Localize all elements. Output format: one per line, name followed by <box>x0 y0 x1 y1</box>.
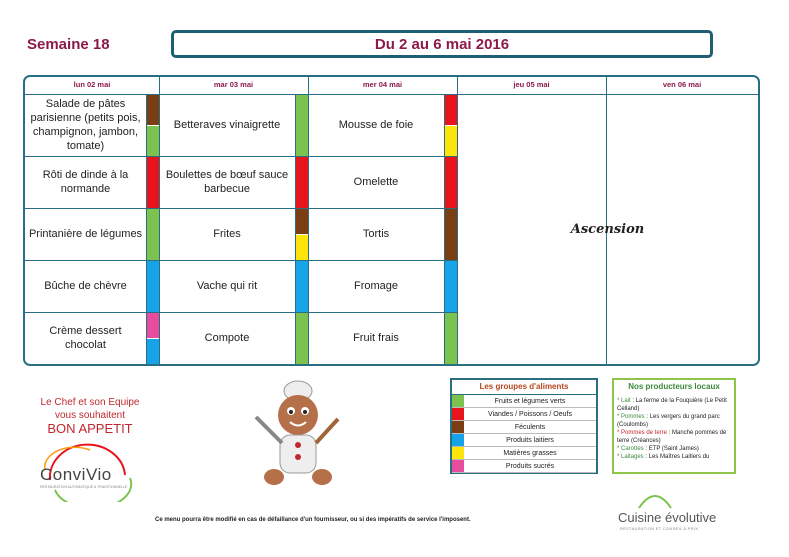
meal-wed-3: Fromage <box>353 280 399 292</box>
food-group-indicator-green <box>147 126 159 156</box>
producer-name: : La ferme de la Fouquière (Le Petit Celland) <box>617 398 727 412</box>
legend-row <box>452 447 596 460</box>
producer-item <box>614 453 734 461</box>
legend-swatch-green <box>452 395 464 407</box>
legend-swatch-red <box>452 408 464 420</box>
legend-label: Matières grasses <box>503 450 557 457</box>
legend-title: Les groupes d'aliments <box>452 380 596 395</box>
chef-line-1: Le Chef et son Equipe <box>40 397 140 408</box>
food-group-indicator-brown <box>445 209 457 260</box>
meal-wed-1: Omelette <box>353 176 399 188</box>
legend-swatch-blue <box>452 434 464 446</box>
cuisine-logo-icon <box>635 488 675 510</box>
meal-mon-4: Crème dessert chocolat <box>49 325 122 351</box>
legend-label: Viandes / Poissons / Oeufs <box>488 411 572 418</box>
legend-row <box>452 421 596 434</box>
meal-mon-1: Rôti de dinde à la normande <box>42 169 129 195</box>
producer-item <box>614 413 734 429</box>
producer-name: : Les Maîtres Laitiers du <box>643 454 710 460</box>
cuisine-evolutive-logo: Cuisine évolutive <box>618 510 717 525</box>
day-header-2: mer 04 mai <box>362 80 403 89</box>
holiday-label: Ascension <box>570 222 645 237</box>
day-header-3: jeu 05 mai <box>513 80 550 89</box>
producer-name: : Les vergers du grand parc (Coulombs) <box>617 414 720 428</box>
producers-title: Nos producteurs locaux <box>628 382 720 391</box>
legend-label: Produits laitiers <box>506 437 554 444</box>
column-separator <box>606 77 607 364</box>
legend-row <box>452 460 596 473</box>
food-group-indicator-yellow <box>296 235 308 260</box>
food-group-indicator-brown <box>296 209 308 234</box>
legend-label: Féculents <box>514 424 546 431</box>
meal-tue-4: Compote <box>204 332 250 344</box>
legend-swatch-yellow <box>452 447 464 459</box>
day-header-1: mar 03 mai <box>213 80 254 89</box>
column-separator <box>457 77 458 364</box>
food-group-indicator-blue <box>296 261 308 312</box>
convivio-logo-text: ConviVio <box>40 465 112 484</box>
date-range-box <box>171 30 713 58</box>
legend-label: Fruits et légumes verts <box>494 398 566 405</box>
food-group-indicator-yellow <box>445 126 457 156</box>
meal-wed-0: Mousse de foie <box>338 119 414 131</box>
food-group-indicator-brown <box>147 95 159 125</box>
producer-product: * Lait <box>617 398 631 404</box>
menu-grid <box>23 75 760 366</box>
legend-label: Produits sucrés <box>505 463 555 470</box>
producer-item <box>614 397 734 413</box>
chef-mascot-icon <box>238 377 356 495</box>
meal-mon-3: Bûche de chèvre <box>44 280 127 292</box>
legend-swatch-pink <box>452 460 464 472</box>
legend-row <box>452 434 596 447</box>
food-group-indicator-red <box>445 157 457 208</box>
chef-line-2: vous souhaitent <box>54 410 126 421</box>
meal-mon-2: Printanière de légumes <box>28 228 143 240</box>
date-range: Du 2 au 6 mai 2016 <box>374 35 510 53</box>
day-header-4: ven 06 mai <box>662 80 702 89</box>
producer-product: * Pommes <box>617 414 645 420</box>
legend-row <box>452 395 596 408</box>
food-group-indicator-pink <box>147 313 159 338</box>
food-group-indicator-red <box>296 157 308 208</box>
meal-tue-0: Betteraves vinaigrette <box>173 119 281 131</box>
bon-appetit: BON APPETIT <box>47 421 133 436</box>
producer-name: : Manche pommes de terre (Créances) <box>617 430 727 444</box>
legend-row <box>452 408 596 421</box>
week-label: Semaine 18 <box>27 36 110 53</box>
food-group-indicator-green <box>296 313 308 364</box>
producer-name: : ETP (Saint James) <box>643 446 699 452</box>
producer-product: * Carottes <box>617 446 644 452</box>
food-group-indicator-red <box>445 95 457 125</box>
food-group-indicator-green <box>296 95 308 156</box>
food-group-indicator-blue <box>147 261 159 312</box>
food-group-indicator-blue <box>445 261 457 312</box>
legend-swatch-brown <box>452 421 464 433</box>
food-group-indicator-blue <box>147 339 159 364</box>
local-producers <box>612 378 736 474</box>
meal-mon-0: Salade de pâtes parisienne (petits pois, champignon, jambon, tomate) <box>30 98 141 152</box>
food-group-indicator-green <box>445 313 457 364</box>
food-group-indicator-green <box>147 209 159 260</box>
meal-tue-1: Boulettes de bœuf sauce barbecue <box>165 169 289 195</box>
producer-item <box>614 429 734 445</box>
producer-item <box>614 445 734 453</box>
meal-wed-4: Fruit frais <box>353 332 399 344</box>
meal-tue-2: Frites <box>213 228 241 240</box>
convivio-tagline: RESTAURATION AUTOMATIQUE & TRADITIONNELLE <box>40 485 128 489</box>
disclaimer: Ce menu pourra être modifié en cas de défaillance d'un fournisseur, ou si des impératifs de service l'imposent. <box>155 517 471 523</box>
producer-product: * Laitages <box>617 454 644 460</box>
meal-tue-3: Vache qui rit <box>196 280 258 292</box>
food-group-indicator-red <box>147 157 159 208</box>
day-header-0: lun 02 mai <box>73 80 111 89</box>
meal-wed-2: Tortis <box>362 228 390 240</box>
food-groups-legend <box>450 378 598 474</box>
cuisine-tagline: RESTAURATION ET CONSEIL A PRIX <box>620 526 699 531</box>
producer-product: * Pommes de terre <box>617 430 668 436</box>
chef-message <box>20 396 160 435</box>
